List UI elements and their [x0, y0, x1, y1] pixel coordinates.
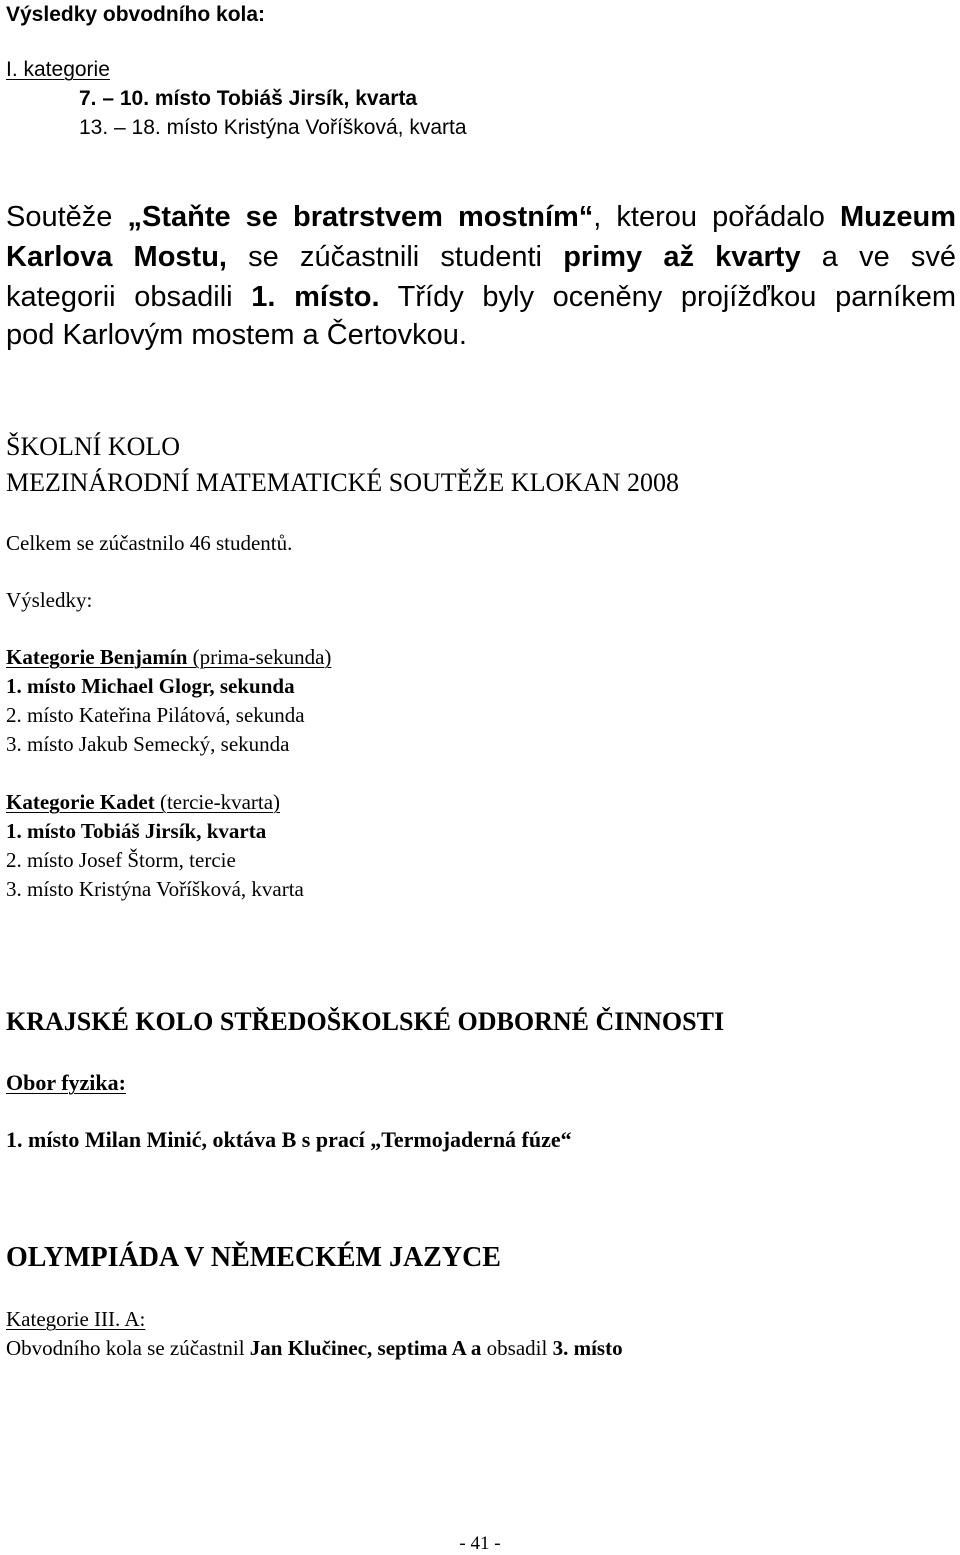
page-number: - 41 - [459, 1533, 501, 1554]
category-label: I. kategorie [6, 58, 110, 81]
category-heading: Kategorie Kadet (tercie-kvarta) [6, 790, 281, 814]
section-title: MEZINÁRODNÍ MATEMATICKÉ SOUTĚŽE KLOKAN 2008 [6, 468, 680, 497]
paragraph-line: pod Karlovým mostem a Čertovkou. [6, 319, 467, 351]
results-label: Výsledky: [6, 588, 93, 612]
section-title: ŠKOLNÍ KOLO [6, 432, 181, 461]
participants-text: Celkem se zúčastnilo 46 studentů. [6, 531, 293, 555]
result-line: 1. místo Milan Minić, oktáva B s prací „Termojaderná fúze“ [6, 1127, 572, 1152]
result-line: 2. místo Kateřina Pilátová, sekunda [6, 703, 305, 727]
result-line: 3. místo Kristýna Voříšková, kvarta [6, 877, 304, 901]
category-heading: Kategorie Benjamín (prima-sekunda) [6, 645, 332, 669]
result-line: 3. místo Jakub Semecký, sekunda [6, 732, 290, 756]
result-line: 2. místo Josef Štorm, tercie [6, 848, 236, 872]
section-title: KRAJSKÉ KOLO STŘEDOŠKOLSKÉ ODBORNÉ ČINNOSTI [6, 1007, 725, 1036]
result-line: 13. – 18. místo Kristýna Voříšková, kvarta [79, 116, 467, 139]
result-line: 1. místo Tobiáš Jirsík, kvarta [6, 819, 267, 843]
paragraph-line: Soutěže „Staňte se bratrstvem mostním“, kterou pořádalo Muzeum [6, 201, 956, 233]
section-title: OLYMPIÁDA V NĚMECKÉM JAZYCE [6, 1242, 501, 1273]
paragraph-line: Karlova Mostu, se zúčastnili studenti primy až kvarty a ve své [6, 241, 957, 273]
result-line: Obvodního kola se zúčastnil Jan Klučinec, septima A a obsadil 3. místo [6, 1336, 623, 1360]
paragraph-line: kategorii obsadili 1. místo. Třídy byly oceněny projížďkou parníkem [6, 281, 956, 313]
field-label: Obor fyzika: [6, 1070, 126, 1095]
result-line: 7. – 10. místo Tobiáš Jirsík, kvarta [79, 87, 418, 110]
results-heading: Výsledky obvodního kola: [6, 3, 266, 26]
result-line: 1. místo Michael Glogr, sekunda [6, 674, 295, 698]
category-label: Kategorie III. A: [6, 1307, 146, 1331]
